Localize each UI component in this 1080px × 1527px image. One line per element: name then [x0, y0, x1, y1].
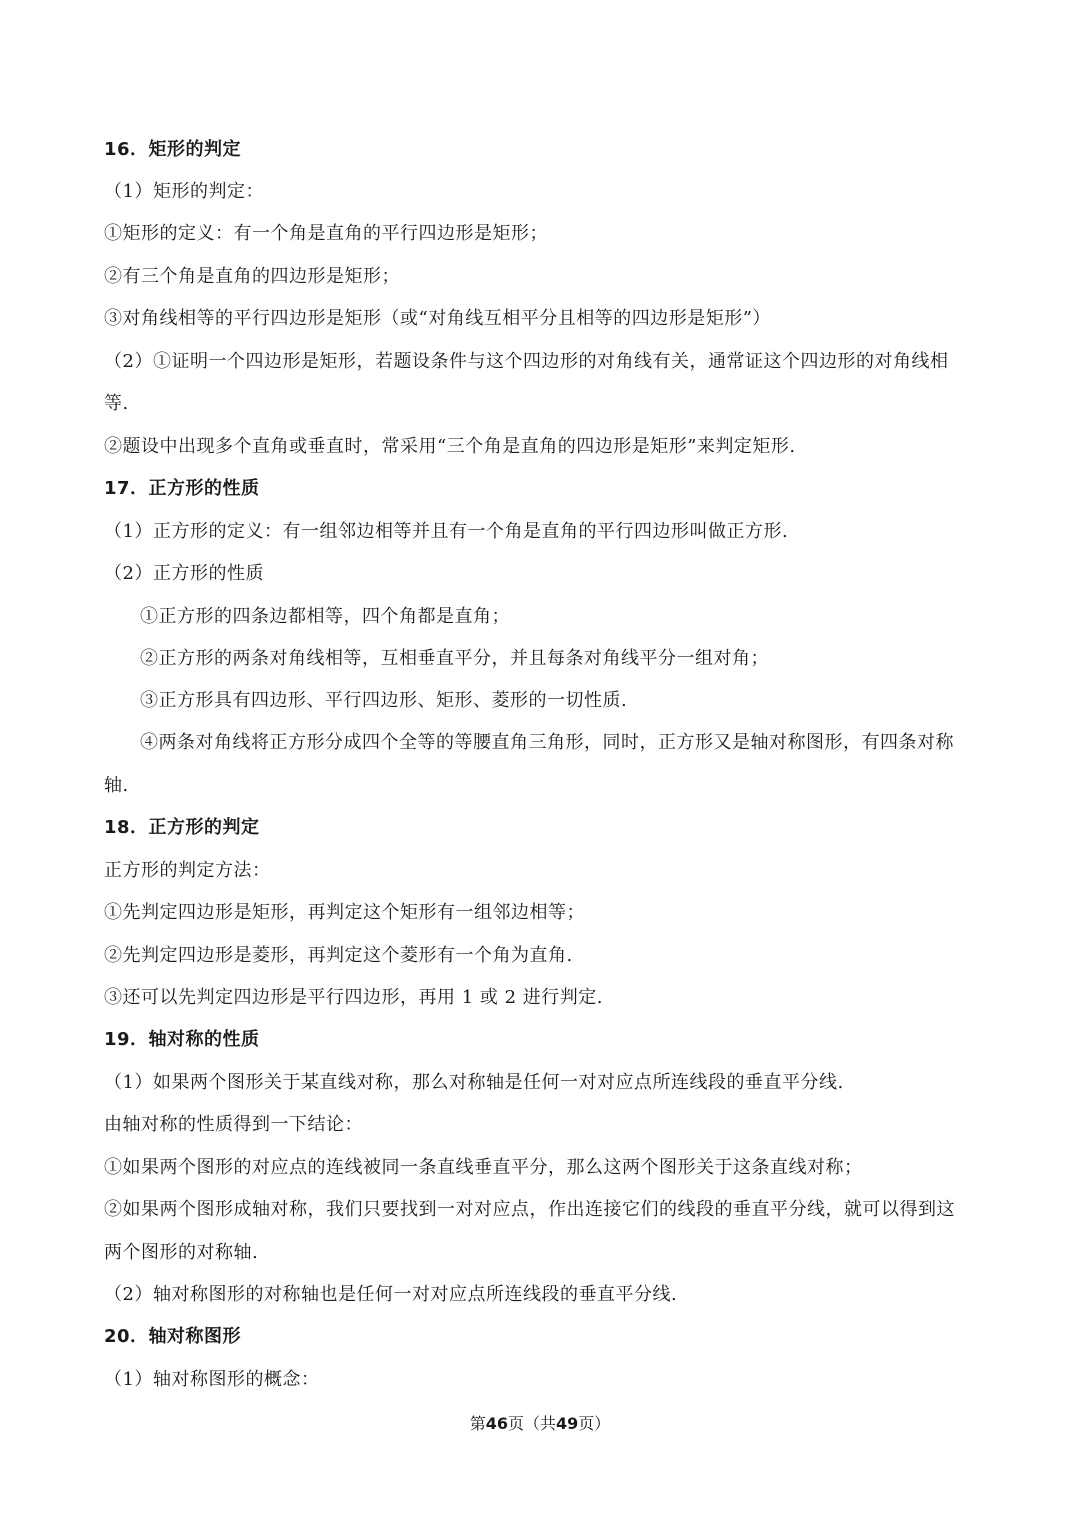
section-19-line-1: （1）如果两个图形关于某直线对称，那么对称轴是任何一对对应点所连线段的垂直平分线. [104, 1072, 844, 1093]
footer-mid: 页（共 [507, 1414, 556, 1433]
section-16-line-4: ③对角线相等的平行四边形是矩形（或“对角线互相平分且相等的四边形是矩形”） [104, 308, 771, 329]
section-18-line-1: 正方形的判定方法： [104, 860, 271, 881]
section-16-title: 16．矩形的判定 [104, 139, 242, 160]
section-16-line-3: ②有三个角是直角的四边形是矩形； [104, 266, 400, 287]
section-17-line-5: ③正方形具有四边形、平行四边形、矩形、菱形的一切性质. [140, 690, 628, 711]
section-17-line-1: （1）正方形的定义：有一组邻边相等并且有一个角是直角的平行四边形叫做正方形. [104, 521, 789, 542]
section-19-line-5: 两个图形的对称轴. [104, 1242, 259, 1263]
footer-page-number: 46 [485, 1414, 508, 1433]
section-18-line-4: ③还可以先判定四边形是平行四边形，再用 1 或 2 进行判定. [104, 987, 604, 1008]
section-16-line-6: 等. [104, 393, 129, 414]
section-19-line-2: 由轴对称的性质得到一下结论： [104, 1114, 363, 1135]
footer-total-pages: 49 [556, 1414, 579, 1433]
footer-prefix: 第 [469, 1414, 486, 1433]
section-18-line-2: ①先判定四边形是矩形，再判定这个矩形有一组邻边相等； [104, 902, 585, 923]
section-19-line-3: ①如果两个图形的对应点的连线被同一条直线垂直平分，那么这两个图形关于这条直线对称； [104, 1157, 863, 1178]
section-18-title: 18．正方形的判定 [104, 817, 260, 838]
section-20-line-1: （1）轴对称图形的概念： [104, 1369, 320, 1390]
section-17-title: 17．正方形的性质 [104, 478, 260, 499]
section-20-title: 20．轴对称图形 [104, 1326, 242, 1347]
footer-suffix: 页） [578, 1414, 611, 1433]
section-17-line-3: ①正方形的四条边都相等，四个角都是直角； [140, 606, 510, 627]
section-16-line-7: ②题设中出现多个直角或垂直时，常采用“三个角是直角的四边形是矩形”来判定矩形. [104, 436, 796, 457]
section-16-line-1: （1）矩形的判定： [104, 181, 264, 202]
section-19-title: 19．轴对称的性质 [104, 1029, 260, 1050]
section-17-line-2: （2）正方形的性质 [104, 563, 264, 584]
section-17-line-4: ②正方形的两条对角线相等，互相垂直平分，并且每条对角线平分一组对角； [140, 648, 769, 669]
section-16-line-2: ①矩形的定义：有一个角是直角的平行四边形是矩形； [104, 223, 548, 244]
section-16-line-5: （2）①证明一个四边形是矩形，若题设条件与这个四边形的对角线有关，通常证这个四边形的对角线相 [104, 351, 949, 372]
page-footer [0, 1412, 1080, 1436]
section-18-line-3: ②先判定四边形是菱形，再判定这个菱形有一个角为直角. [104, 945, 573, 966]
section-19-line-6: （2）轴对称图形的对称轴也是任何一对对应点所连线段的垂直平分线. [104, 1284, 678, 1305]
section-17-line-6: ④两条对角线将正方形分成四个全等的等腰直角三角形，同时，正方形又是轴对称图形，有四条对称 [140, 732, 954, 753]
section-19-line-4: ②如果两个图形成轴对称，我们只要找到一对对应点，作出连接它们的线段的垂直平分线，就可以得到这 [104, 1199, 955, 1220]
section-17-line-7: 轴. [104, 775, 129, 796]
